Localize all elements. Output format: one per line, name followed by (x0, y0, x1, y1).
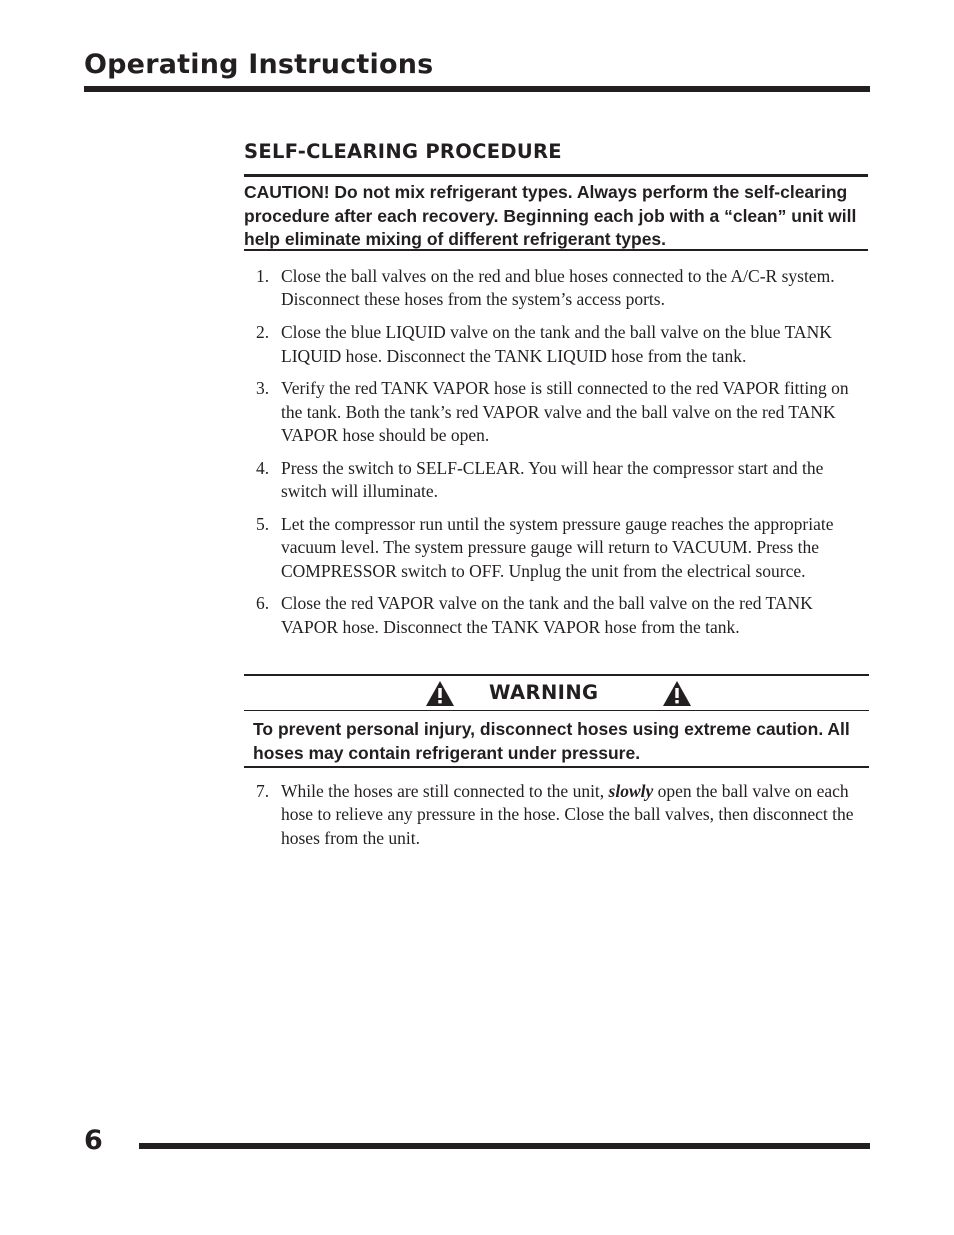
step-number: 4. (256, 457, 270, 478)
page-title: Operating Instructions (84, 49, 434, 80)
step-item (256, 457, 868, 504)
step-text-before: While the hoses are still connected to the unit, (281, 781, 605, 801)
warning-label: WARNING (489, 681, 599, 704)
step-text (281, 781, 853, 848)
title-rule (84, 86, 870, 92)
step-number: 2. (256, 322, 270, 343)
section-heading: SELF-CLEARING PROCEDURE (244, 140, 562, 163)
warning-triangle-icon (662, 680, 692, 707)
warning-text: To prevent personal injury, disconnect hoses using extreme caution. All hoses may contain refrigerant under pressure. (253, 719, 850, 763)
caution-text: CAUTION! Do not mix refrigerant types. Always perform the self-clearing procedure after each recovery. Beginning each job with a “clean” unit will help eliminate mixing of different refrigerant types. (244, 182, 857, 249)
step-item (256, 377, 868, 447)
step-number: 6. (256, 593, 270, 614)
step-text: Close the blue LIQUID valve on the tank and the ball valve on the blue TANK LIQUID hose. Disconnect the TANK LIQUID hose from the tank. (281, 322, 832, 366)
step-item (256, 321, 868, 368)
step-number: 1. (256, 266, 270, 286)
step-text-after: open the ball valve on each hose to relieve any pressure in the hose. Close the ball valves, then disconnect the hoses from the unit. (281, 781, 854, 848)
step-item (256, 780, 868, 850)
warning-triangle-icon (425, 680, 455, 707)
step-item (256, 265, 868, 312)
step-item (256, 592, 868, 639)
step-number: 5. (256, 513, 270, 534)
step-emphasis: slowly (608, 781, 654, 801)
warning-header (244, 676, 869, 711)
step-text: Close the red VAPOR valve on the tank and the ball valve on the red TANK VAPOR hose. Disconnect the TANK VAPOR hose from the tank. (281, 593, 813, 637)
footer-rule (139, 1143, 870, 1149)
procedure-steps-continued (256, 780, 868, 860)
step-item (256, 513, 868, 583)
caution-box (244, 174, 868, 251)
step-text: Let the compressor run until the system pressure gauge reaches the appropriate vacuum level. The system pressure gauge will return to VACUUM. Press the COMPRESSOR switch to OFF. Unplug the unit from the electrical source. (281, 513, 834, 581)
warning-box (244, 674, 869, 768)
step-text: Verify the red TANK VAPOR hose is still connected to the red VAPOR fitting on the tank. Both the tank’s red VAPOR valve and the ball valve on the red TANK VAPOR hose should be open. (281, 378, 849, 446)
step-number: 7. (256, 781, 270, 801)
procedure-steps (256, 265, 868, 648)
step-text: Close the ball valves on the red and blue hoses connected to the A/C-R system. Disconnect these hoses from the system’s access ports. (281, 266, 835, 310)
page-number: 6 (84, 1125, 103, 1156)
step-text: Press the switch to SELF-CLEAR. You will hear the compressor start and the switch will illuminate. (281, 457, 824, 502)
step-number: 3. (256, 378, 270, 399)
